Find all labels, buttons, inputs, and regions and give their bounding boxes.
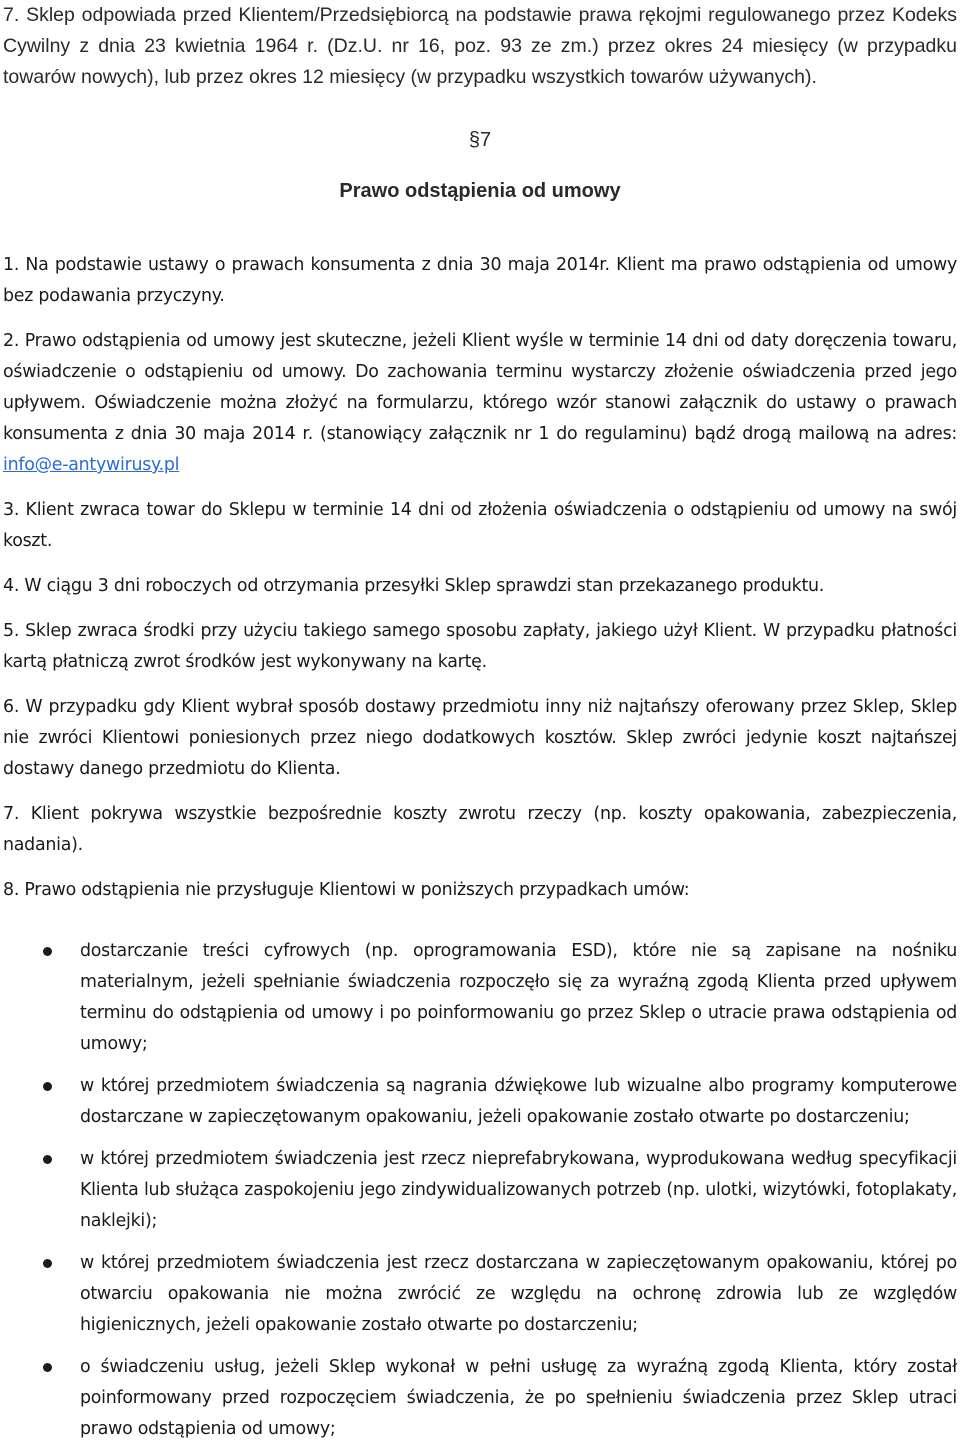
email-link[interactable]: info@e-antywirusy.pl	[3, 455, 180, 475]
list-item	[3, 1248, 957, 1341]
list-item-text: w której przedmiotem świadczenia jest rzecz dostarczana w zapieczętowanym opakowaniu, której po otwarciu opakowania nie można zwrócić ze względu na ochronę zdrowia lub ze względów higienicznych, jeżeli opakowanie zostało otwarte po dostarczeniu;	[80, 1253, 957, 1335]
paragraph-5: 5. Sklep zwraca środki przy użyciu takiego samego sposobu zapłaty, jakiego użył Klient. W przypadku płatności kartą płatniczą zwrot środków jest wykonywany na kartę.	[3, 621, 957, 672]
list-item-text: w której przedmiotem świadczenia jest rzecz nieprefabrykowana, wyprodukowana według specyfikacji Klienta lub służąca zaspokojeniu jego zindywidualizowanych potrzeb (np. ulotki, wizytówki, fotoplakaty, naklejki);	[80, 1149, 957, 1231]
list-item-text: dostarczanie treści cyfrowych (np. oprogramowania ESD), które nie są zapisane na nośniku materialnym, jeżeli spełnianie świadczenia rozpoczęło się za wyraźną zgodą Klienta przed upływem terminu do odstąpienia od umowy i po poinformowaniu go przez Sklep o utracie prawa odstąpienia od umowy;	[80, 941, 957, 1054]
bullet-icon	[43, 1363, 52, 1372]
paragraph-6: 6. W przypadku gdy Klient wybrał sposób dostawy przedmiotu inny niż najtańszy oferowany przez Sklep, Sklep nie zwróci Klientowi poniesionych przez niego dodatkowych kosztów. Sklep zwróci jedynie koszt najtańszej dostawy danego przedmiotu do Klienta.	[3, 697, 957, 779]
paragraph-8: 8. Prawo odstąpienia nie przysługuje Klientowi w poniższych przypadkach umów:	[3, 880, 690, 900]
section-title: Prawo odstąpienia od umowy	[339, 180, 621, 202]
list-item	[3, 1144, 957, 1237]
exclusions-list	[3, 936, 957, 1445]
list-item	[3, 1352, 957, 1445]
bullet-icon	[43, 1082, 52, 1091]
bullet-icon	[43, 947, 52, 956]
bullet-icon	[43, 1259, 52, 1268]
paragraph-2-text: 2. Prawo odstąpienia od umowy jest skuteczne, jeżeli Klient wyśle w terminie 14 dni od daty doręczenia towaru, oświadczenie o odstąpieniu od umowy. Do zachowania terminu wystarczy złożenie oświadczenia przed jego upływem. Oświadczenie można złożyć na formularzu, którego wzór stanowi załącznik do ustawy o prawach konsumenta z dnia 30 maja 2014 r. (stanowiący załącznik nr 1 do regulaminu) bądź drogą mailową na adres:	[3, 331, 957, 444]
intro-paragraph: 7. Sklep odpowiada przed Klientem/Przedsiębiorcą na podstawie prawa rękojmi regulowanego przez Kodeks Cywilny z dnia 23 kwietnia 1964 r. (Dz.U. nr 16, poz. 93 ze zm.) przez okres 24 miesięcy (w przypadku towarów nowych), lub przez okres 12 miesięcy (w przypadku wszystkich towarów używanych).	[3, 4, 957, 88]
list-item-text: o świadczeniu usług, jeżeli Sklep wykonał w pełni usługę za wyraźną zgodą Klienta, który został poinformowany przed rozpoczęciem świadczenia, że po spełnieniu świadczenia przez Sklep utraci prawo odstąpienia od umowy;	[80, 1357, 957, 1439]
paragraph-4: 4. W ciągu 3 dni roboczych od otrzymania przesyłki Sklep sprawdzi stan przekazanego produktu.	[3, 576, 825, 596]
list-item-text: w której przedmiotem świadczenia są nagrania dźwiękowe lub wizualne albo programy komputerowe dostarczane w zapieczętowanym opakowaniu, jeżeli opakowanie zostało otwarte po dostarczeniu;	[80, 1076, 957, 1127]
document-page	[3, 0, 957, 1456]
paragraph-3: 3. Klient zwraca towar do Sklepu w terminie 14 dni od złożenia oświadczenia o odstąpieniu od umowy na swój koszt.	[3, 500, 957, 551]
paragraph-1: 1. Na podstawie ustawy o prawach konsumenta z dnia 30 maja 2014r. Klient ma prawo odstąpienia od umowy bez podawania przyczyny.	[3, 255, 957, 306]
paragraph-2	[3, 326, 957, 481]
list-item	[3, 936, 957, 1060]
section-number: §7	[468, 129, 492, 151]
list-item	[3, 1071, 957, 1133]
paragraph-7: 7. Klient pokrywa wszystkie bezpośrednie koszty zwrotu rzeczy (np. koszty opakowania, zabezpieczenia, nadania).	[3, 804, 957, 855]
bullet-icon	[43, 1155, 52, 1164]
